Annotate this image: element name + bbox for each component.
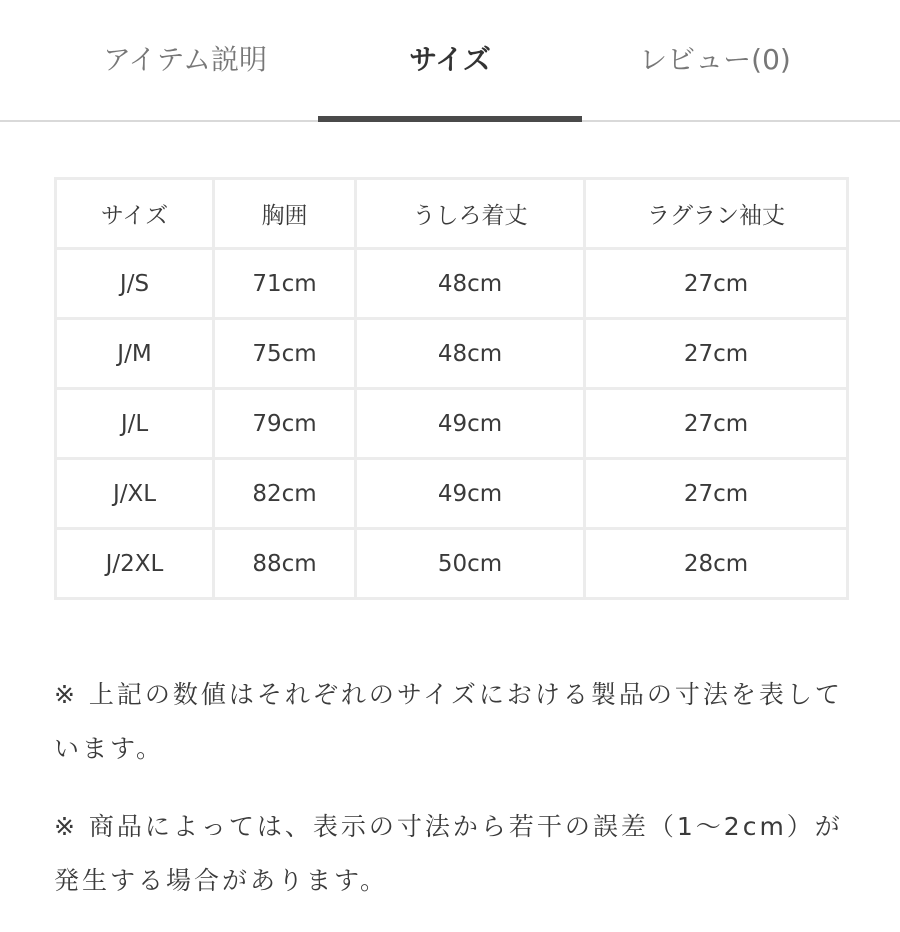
table-row: [56, 389, 848, 459]
table-cell: J/S: [56, 249, 214, 319]
table-cell: J/L: [56, 389, 214, 459]
tab-reviews[interactable]: レビュー(0): [639, 43, 791, 76]
table-cell: 75cm: [214, 319, 356, 389]
table-cell: J/M: [56, 319, 214, 389]
table-cell: 71cm: [214, 249, 356, 319]
table-cell: 79cm: [214, 389, 356, 459]
table-row: [56, 459, 848, 529]
note-tolerance: ※ 商品によっては、表示の寸法から若干の誤差（1〜2cm）が発生する場合があります。: [54, 812, 843, 895]
table-row: [56, 319, 848, 389]
table-cell: 27cm: [585, 459, 848, 529]
table-cell: 28cm: [585, 529, 848, 599]
note-measurement: ※ 上記の数値はそれぞれのサイズにおける製品の寸法を表しています。: [54, 680, 843, 763]
table-cell: J/2XL: [56, 529, 214, 599]
tab-item-description[interactable]: アイテム説明: [102, 43, 268, 76]
table-row: [56, 249, 848, 319]
table-cell: 49cm: [356, 459, 585, 529]
table-cell: 49cm: [356, 389, 585, 459]
table-row: [56, 529, 848, 599]
table-header-row: [56, 179, 848, 249]
tab-size[interactable]: サイズ: [409, 43, 491, 76]
table-cell: 50cm: [356, 529, 585, 599]
column-header-chest: 胸囲: [214, 179, 356, 249]
table-cell: 27cm: [585, 319, 848, 389]
size-notes: [54, 668, 854, 932]
table-cell: 88cm: [214, 529, 356, 599]
table-cell: 48cm: [356, 249, 585, 319]
column-header-raglan-sleeve: ラグラン袖丈: [585, 179, 848, 249]
table-cell: 82cm: [214, 459, 356, 529]
active-tab-indicator: [318, 116, 582, 122]
table-cell: 27cm: [585, 249, 848, 319]
column-header-size: サイズ: [56, 179, 214, 249]
table-cell: J/XL: [56, 459, 214, 529]
table-cell: 27cm: [585, 389, 848, 459]
tab-bar: [0, 0, 900, 122]
size-table: [54, 177, 849, 600]
column-header-back-length: うしろ着丈: [356, 179, 585, 249]
table-cell: 48cm: [356, 319, 585, 389]
